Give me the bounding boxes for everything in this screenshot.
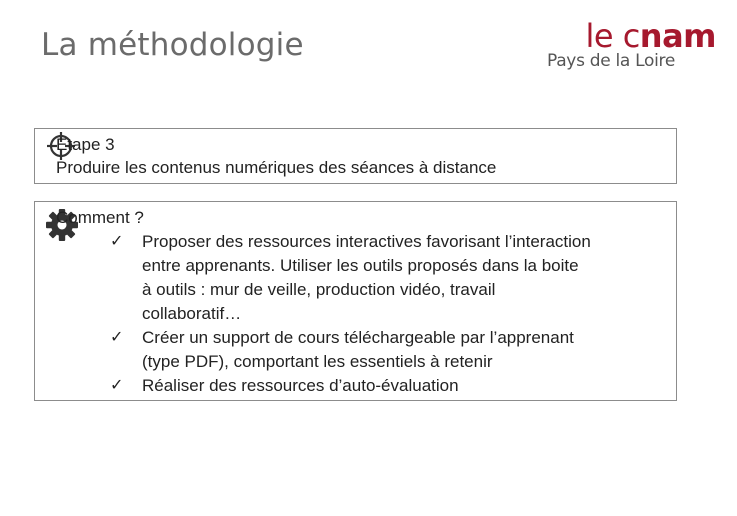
logo-wordmark-suffix: nam: [639, 17, 716, 55]
list-item-line: Proposer des ressources interactives favorisant l’interaction: [142, 232, 591, 251]
step-text: Produire les contenus numériques des séances à distance: [56, 158, 497, 177]
list-item-line: Réaliser des ressources d’auto-évaluation: [142, 376, 459, 395]
list-item-text: [142, 230, 672, 326]
list-item-line: à outils : mur de veille, production vidéo, travail: [142, 280, 496, 299]
check-icon: ✓: [110, 233, 124, 250]
check-icon: ✓: [110, 377, 124, 394]
list-item-line: entre apprenants. Utiliser les outils proposés dans la boite: [142, 256, 579, 275]
list-item-text: [142, 374, 672, 398]
step-heading: Etape 3: [56, 135, 115, 154]
logo-region: Pays de la Loire: [547, 51, 675, 71]
list-item-line: Créer un support de cours téléchargeable par l’apprenant: [142, 328, 574, 347]
list-item-text: [142, 326, 672, 374]
logo-wordmark-prefix: le c: [585, 17, 640, 55]
list-item-line: (type PDF), comportant les essentiels à retenir: [142, 352, 493, 371]
cnam-logo: [530, 17, 730, 77]
page-title: La méthodologie: [41, 27, 304, 63]
logo-wordmark: [585, 17, 716, 55]
check-icon: ✓: [110, 329, 124, 346]
how-heading: Comment ?: [56, 208, 144, 227]
list-item-line: collaboratif…: [142, 304, 242, 323]
